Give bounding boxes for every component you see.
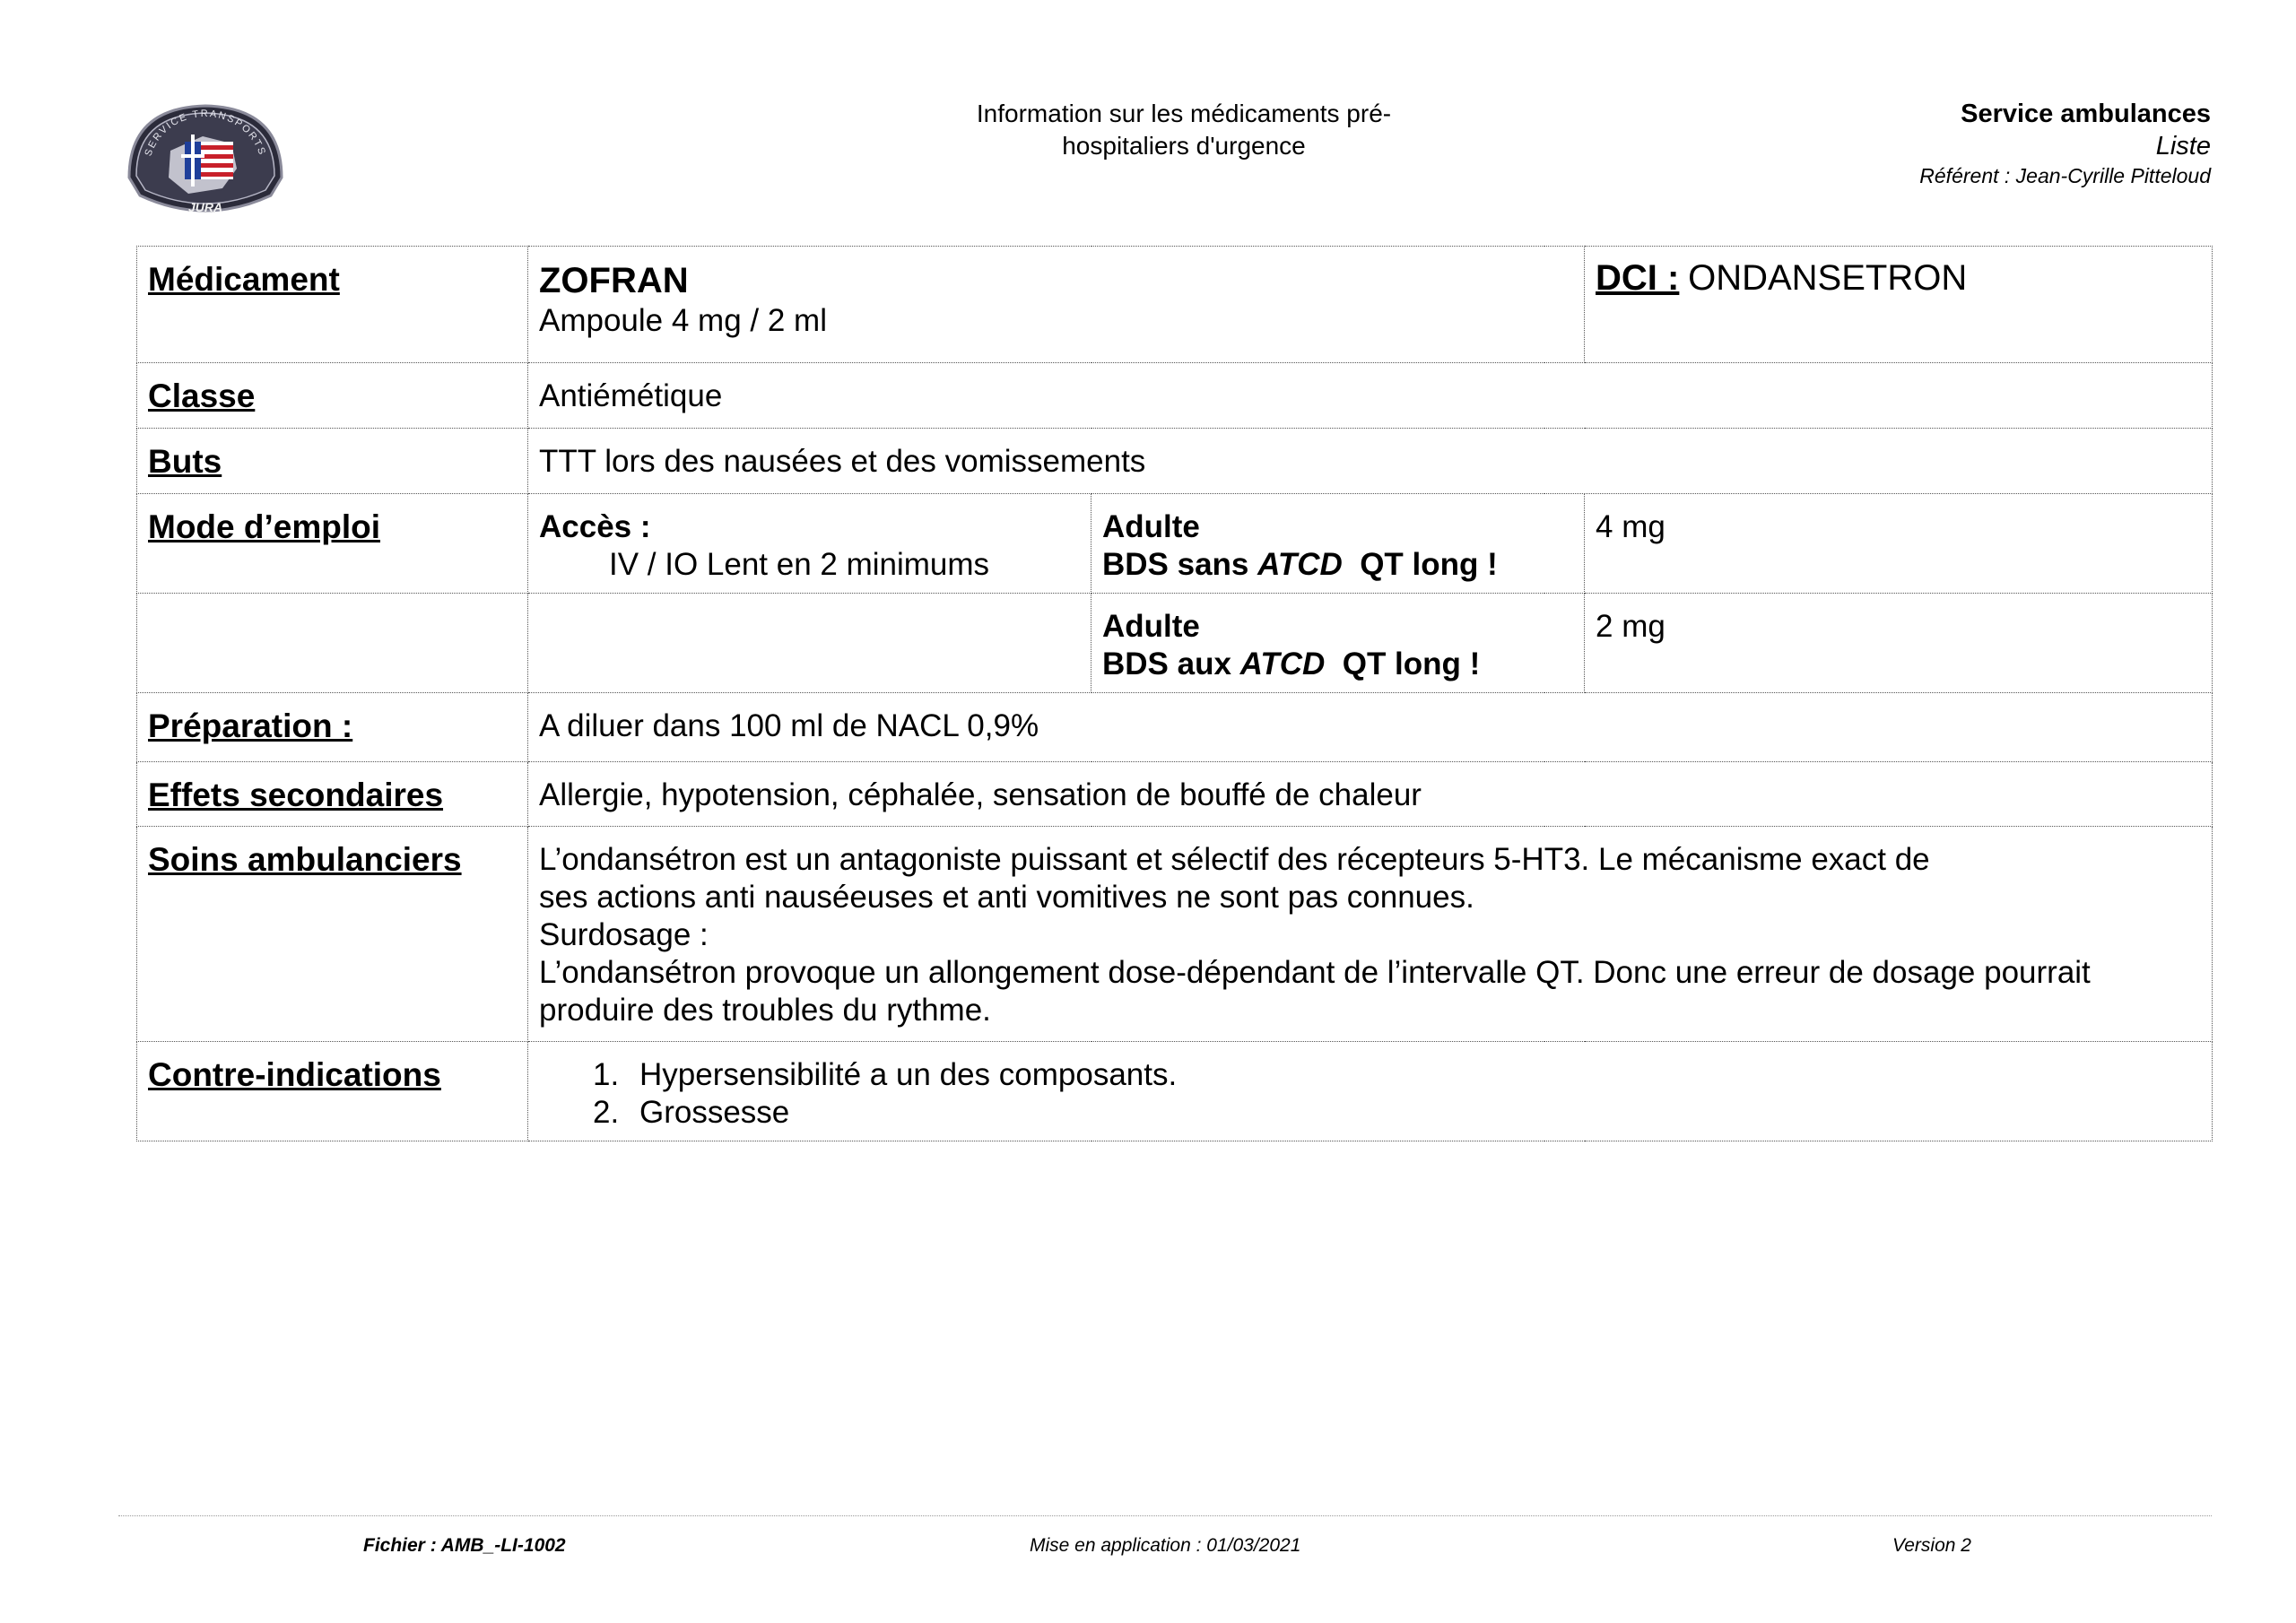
row-effets	[137, 762, 2213, 827]
classe-value: Antiémétique	[539, 378, 723, 413]
dci-value: ONDANSETRON	[1688, 258, 1968, 298]
soins-line-1: L’ondansétron est un antagoniste puissant et sélectif des récepteurs 5-HT3. Le mécanisme exact de	[539, 842, 1930, 877]
buts-label: Buts	[148, 443, 222, 480]
footer-version: Version 2	[1892, 1535, 1971, 1556]
list-item: 1. Hypersensibilité a un des composants.	[593, 1057, 1178, 1092]
footer-file: Fichier : AMB_-LI-1002	[363, 1535, 566, 1556]
soins-line-4: L’ondansétron provoque un allongement dose-dépendant de l’intervalle QT. Donc une erreur de dosage pourrait	[539, 955, 2091, 990]
svg-text:SERVICE TRANSPORTS: SERVICE TRANSPORTS	[143, 108, 268, 158]
row-contre-indications	[137, 1042, 2213, 1141]
dose1-condition: BDS sans ATCD QT long !	[1102, 547, 1498, 582]
acces-label: Accès :	[539, 509, 651, 544]
document-type: Liste	[2155, 132, 2211, 161]
dose1-value: 4 mg	[1596, 509, 1665, 544]
classe-label: Classe	[148, 378, 256, 414]
row-mode-emploi	[137, 494, 2213, 594]
dci-label: DCI :	[1596, 258, 1680, 298]
header-info	[1919, 98, 2211, 189]
soins-line-3: Surdosage :	[539, 917, 709, 952]
effets-value: Allergie, hypotension, céphalée, sensation de bouffé de chaleur	[539, 777, 1422, 812]
preparation-value: A diluer dans 100 ml de NACL 0,9%	[539, 708, 1039, 743]
contre-label: Contre-indications	[148, 1056, 441, 1093]
preparation-label: Préparation :	[148, 707, 353, 744]
medication-table	[136, 246, 2213, 1141]
service-name: Service ambulances	[1961, 100, 2211, 128]
mode-label: Mode d’emploi	[148, 508, 380, 545]
dose1-title: Adulte	[1102, 509, 1200, 544]
dose2-value: 2 mg	[1596, 609, 1665, 644]
soins-line-2: ses actions anti nauséeuses et anti vomitives ne sont pas connues.	[539, 880, 1474, 915]
effets-label: Effets secondaires	[148, 777, 444, 813]
medicament-label: Médicament	[148, 261, 340, 298]
row-dose-2	[137, 594, 2213, 693]
drug-name: ZOFRAN	[539, 261, 689, 300]
title-line-1: Information sur les médicaments pré-	[976, 100, 1392, 127]
dose2-title: Adulte	[1102, 609, 1200, 644]
title-line-2: hospitaliers d'urgence	[1062, 132, 1306, 160]
soins-line-5: produire des troubles du rythme.	[539, 993, 991, 1028]
row-preparation	[137, 693, 2213, 762]
row-soins	[137, 827, 2213, 1042]
dose2-condition: BDS aux ATCD QT long !	[1102, 647, 1481, 681]
row-medicament	[137, 247, 2213, 363]
soins-label: Soins ambulanciers	[148, 841, 462, 878]
footer-divider	[118, 1515, 2212, 1516]
row-buts	[137, 429, 2213, 494]
document-title	[879, 98, 1489, 162]
buts-value: TTT lors des nausées et des vomissements	[539, 444, 1146, 479]
contre-list	[539, 1056, 2201, 1132]
footer-date: Mise en application : 01/03/2021	[1030, 1535, 1301, 1556]
referent: Référent : Jean-Cyrille Pitteloud	[1919, 164, 2211, 187]
row-classe	[137, 363, 2213, 429]
list-item: 2. Grossesse	[593, 1095, 790, 1130]
acces-value: IV / IO Lent en 2 minimums	[609, 547, 990, 582]
service-logo	[124, 100, 287, 222]
svg-text:JURA: JURA	[187, 200, 223, 214]
drug-form: Ampoule 4 mg / 2 ml	[539, 303, 827, 338]
